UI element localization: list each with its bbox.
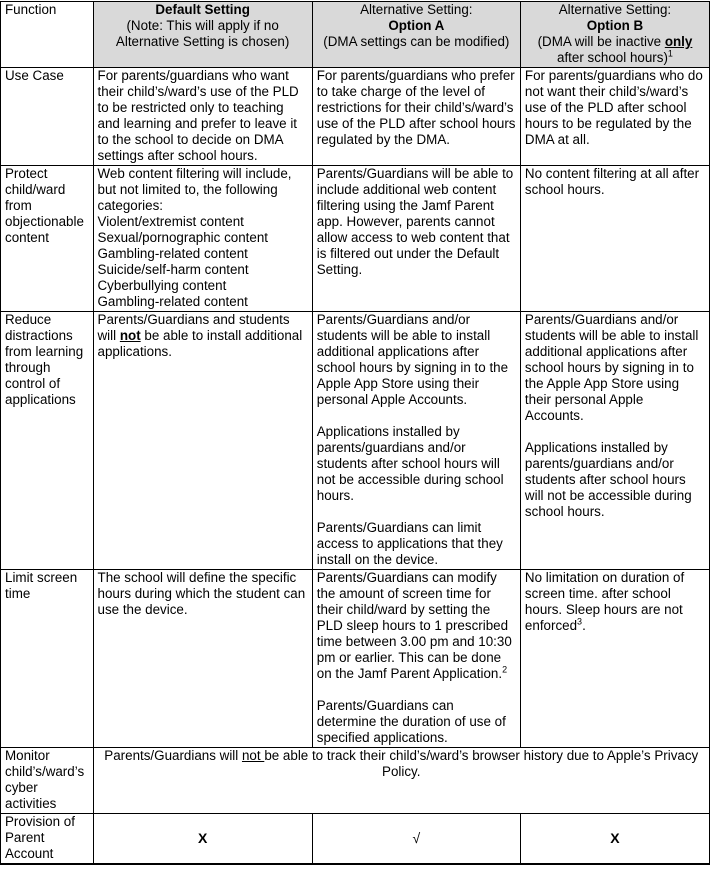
protect-default-intro: Web content filtering will include, but not limited to, the following categories: xyxy=(97,166,292,213)
limit-option-b-pre: No limitation on duration of screen time. after school hours. Sleep hours are not enforced xyxy=(524,570,685,633)
row-label-protect-content: Protect child/ward from objectionable content xyxy=(1,166,94,312)
monitor-text-post: be able to track their child’s/ward’s browser history due to Apple’s Privacy Policy. xyxy=(264,748,699,779)
reduce-default-emphasis: not xyxy=(119,328,141,343)
use-case-option-b-cell: For parents/guardians who do not want their child’s/ward’s use of the PLD after school hours to be regulated by the DMA at all. xyxy=(520,68,709,166)
limit-option-b-post: . xyxy=(582,618,586,633)
protect-option-a-cell: Parents/Guardians will be able to include additional web content filtering using the Jamf Parent app. However, parents cannot allow access to web content that is filtered out under the Default Setting. xyxy=(312,166,520,312)
content-category-item: Gambling-related content xyxy=(97,246,248,261)
default-setting-note: (Note: This will apply if no Alternative Setting is chosen) xyxy=(115,18,290,49)
table-row-limit-screen-time xyxy=(1,570,710,748)
content-category-item: Violent/extremist content xyxy=(97,214,244,229)
provision-option-a-check-mark: √ xyxy=(312,814,520,865)
option-b-prefix: Alternative Setting: xyxy=(558,2,672,17)
header-option-a xyxy=(312,2,520,68)
table-row-provision-parent-account xyxy=(1,814,710,865)
option-b-note-pre: (DMA will be inactive xyxy=(537,34,665,49)
reduce-default-post: be able to install additional applications. xyxy=(97,328,303,359)
limit-option-a-paragraph: Parents/Guardians can determine the duration of use of specified applications. xyxy=(316,698,506,745)
row-label-provision-parent-account: Provision of Parent Account xyxy=(1,814,94,865)
table-row-protect-content xyxy=(1,166,710,312)
option-a-title: Option A xyxy=(388,18,445,33)
limit-default-cell: The school will define the specific hours during which the student can use the device. xyxy=(93,570,312,748)
content-category-item: Cyberbullying content xyxy=(97,278,227,293)
row-label-limit-screen-time: Limit screen time xyxy=(1,570,94,748)
use-case-option-a-cell: For parents/guardians who prefer to take charge of the level of restrictions for their child’s/ward’s use of the PLD after school hours regulated by the DMA. xyxy=(312,68,520,166)
content-category-item: Gambling-related content xyxy=(97,294,248,309)
reduce-option-a-cell xyxy=(312,312,520,570)
row-label-reduce-distractions: Reduce distractions from learning through control of applications xyxy=(1,312,94,570)
option-a-prefix: Alternative Setting: xyxy=(360,2,473,17)
provision-default-x-mark: X xyxy=(93,814,312,865)
reduce-default-text xyxy=(98,312,308,360)
option-b-note-emphasis: only xyxy=(664,34,693,49)
table-row-monitor-cyber-activities xyxy=(1,748,710,814)
content-category-item: Suicide/self-harm content xyxy=(97,262,249,277)
use-case-default-cell: For parents/guardians who want their child’s/ward’s use of the PLD to be restricted only to teaching and learning and prefer to leave it to the school to decide on DMA settings after school hours. xyxy=(93,68,312,166)
content-category-item: Sexual/pornographic content xyxy=(97,230,268,245)
row-label-monitor-cyber-activities: Monitor child’s/ward’s cyber activities xyxy=(1,748,94,814)
limit-option-b-cell xyxy=(520,570,709,748)
table-row-use-case xyxy=(1,68,710,166)
option-b-title: Option B xyxy=(586,18,644,33)
dma-settings-comparison-table xyxy=(0,1,710,865)
footnote-ref-3: 3 xyxy=(577,616,583,627)
reduce-option-b-paragraph: Applications installed by parents/guardians and/or students after school hours will not be accessible during school hours. xyxy=(524,440,692,519)
reduce-option-a-paragraph: Parents/Guardians and/or students will be able to install additional applications after school hours by signing in to the Apple App Store using their personal Apple Accounts. xyxy=(316,312,509,407)
reduce-option-b-paragraph: Parents/Guardians and/or students will be able to install additional applications after school hours by signing in to the Apple App Store using their personal Apple Accounts. xyxy=(524,312,699,423)
protect-option-b-cell: No content filtering at all after school hours. xyxy=(520,166,709,312)
limit-option-b-text xyxy=(525,570,705,634)
monitor-merged-cell xyxy=(93,748,709,814)
reduce-option-a-paragraph: Parents/Guardians can limit access to applications that they install on the device. xyxy=(316,520,503,567)
header-function: Function xyxy=(1,2,94,68)
limit-option-a-paragraph xyxy=(317,570,516,682)
provision-option-b-x-mark: X xyxy=(520,814,709,865)
table-row-reduce-distractions xyxy=(1,312,710,570)
reduce-default-pre: Parents/Guardians and students will xyxy=(97,312,290,343)
option-b-note-post: after school hours) xyxy=(557,50,668,65)
header-option-b xyxy=(520,2,709,68)
default-setting-title: Default Setting xyxy=(155,2,250,17)
monitor-text-pre: Parents/Guardians will xyxy=(104,748,242,763)
row-label-use-case: Use Case xyxy=(1,68,94,166)
protect-default-cell xyxy=(93,166,312,312)
option-a-note: (DMA settings can be modified) xyxy=(323,34,510,49)
footnote-ref-2: 2 xyxy=(502,664,508,675)
option-b-note xyxy=(525,34,705,66)
reduce-option-b-cell xyxy=(520,312,709,570)
monitor-text-underline: not xyxy=(241,748,265,763)
reduce-default-cell xyxy=(93,312,312,570)
header-default-setting xyxy=(93,2,312,68)
limit-option-a-text: Parents/Guardians can modify the amount of screen time for their child/ward by setting the PLD sleep hours to 1 prescribed time between 3.00 pm and 10:30 pm or earlier. This can be done on the Jamf Parent Application. xyxy=(316,570,512,681)
footnote-ref-1: 1 xyxy=(667,48,673,59)
reduce-option-a-paragraph: Applications installed by parents/guardians and/or students after school hours will not be accessible during school hours. xyxy=(316,424,504,503)
limit-option-a-cell xyxy=(312,570,520,748)
table-header-row xyxy=(1,2,710,68)
